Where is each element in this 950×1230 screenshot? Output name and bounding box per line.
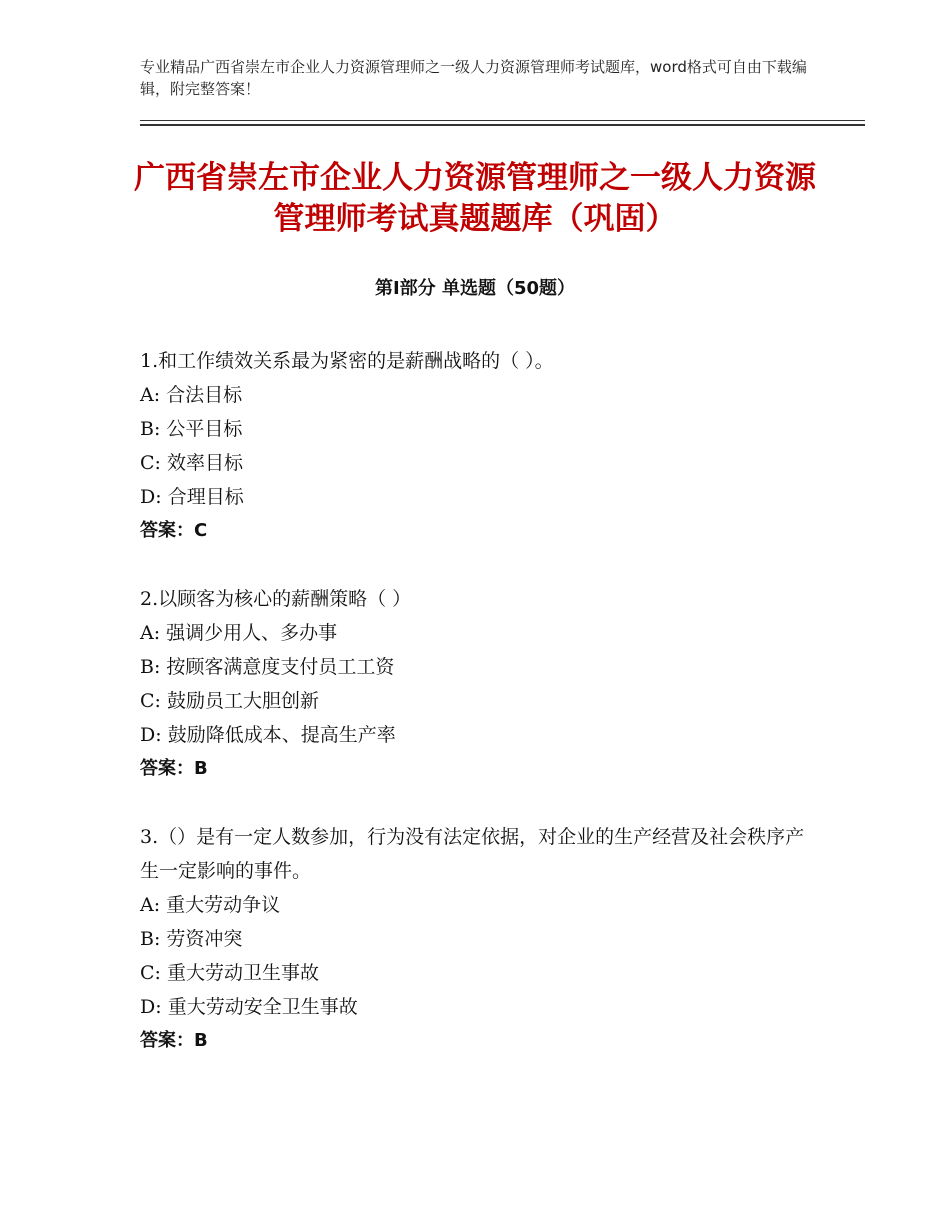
option-letter: B: bbox=[140, 928, 161, 950]
question-list bbox=[140, 344, 820, 1092]
header-divider-thin bbox=[140, 120, 865, 121]
option-text: 合法目标 bbox=[166, 384, 243, 406]
header-note: 专业精品广西省崇左市企业人力资源管理师之一级人力资源管理师考试题库，word格式可自由下载编辑，附完整答案！ bbox=[140, 58, 807, 98]
option-c bbox=[140, 446, 820, 480]
option-letter: D: bbox=[140, 996, 162, 1018]
question-2 bbox=[140, 582, 820, 786]
option-text: 公平目标 bbox=[166, 418, 243, 440]
option-text: 重大劳动卫生事故 bbox=[167, 962, 320, 984]
option-d bbox=[140, 480, 820, 514]
question-stem: 3.（）是有一定人数参加，行为没有法定依据，对企业的生产经营及社会秩序产生一定影响的事件。 bbox=[140, 826, 805, 882]
option-letter: A: bbox=[140, 384, 161, 406]
option-b bbox=[140, 412, 820, 446]
option-d bbox=[140, 990, 820, 1024]
question-1 bbox=[140, 344, 820, 548]
option-text: 强调少用人、多办事 bbox=[166, 622, 338, 644]
question-stem: 2.以顾客为核心的薪酬策略（ ） bbox=[140, 588, 412, 610]
section-title: 第Ⅰ部分 单选题（50题） bbox=[374, 278, 575, 299]
option-text: 效率目标 bbox=[167, 452, 244, 474]
question-stem: 1.和工作绩效关系最为紧密的是薪酬战略的（ ）。 bbox=[140, 350, 554, 372]
option-text: 重大劳动争议 bbox=[166, 894, 281, 916]
option-c bbox=[140, 956, 820, 990]
option-text: 鼓励降低成本、提高生产率 bbox=[167, 724, 396, 746]
option-c bbox=[140, 684, 820, 718]
answer-label: 答案：B bbox=[140, 1030, 208, 1051]
option-a bbox=[140, 378, 820, 412]
option-letter: D: bbox=[140, 486, 162, 508]
option-a bbox=[140, 888, 820, 922]
document-title: 广西省崇左市企业人力资源管理师之一级人力资源管理师考试真题题库（巩固） bbox=[134, 160, 816, 237]
option-a bbox=[140, 616, 820, 650]
option-letter: C: bbox=[140, 690, 161, 712]
option-d bbox=[140, 718, 820, 752]
option-b bbox=[140, 650, 820, 684]
option-letter: A: bbox=[140, 894, 161, 916]
option-letter: B: bbox=[140, 656, 161, 678]
header-divider-thick bbox=[140, 124, 865, 126]
question-3 bbox=[140, 820, 820, 1058]
option-letter: A: bbox=[140, 622, 161, 644]
option-letter: B: bbox=[140, 418, 161, 440]
option-text: 鼓励员工大胆创新 bbox=[167, 690, 320, 712]
option-text: 劳资冲突 bbox=[166, 928, 243, 950]
option-letter: C: bbox=[140, 452, 161, 474]
answer-label: 答案：B bbox=[140, 758, 208, 779]
option-letter: D: bbox=[140, 724, 162, 746]
option-b bbox=[140, 922, 820, 956]
option-text: 合理目标 bbox=[167, 486, 244, 508]
option-text: 重大劳动安全卫生事故 bbox=[167, 996, 358, 1018]
option-text: 按顾客满意度支付员工工资 bbox=[166, 656, 395, 678]
answer-label: 答案：C bbox=[140, 520, 208, 541]
option-letter: C: bbox=[140, 962, 161, 984]
